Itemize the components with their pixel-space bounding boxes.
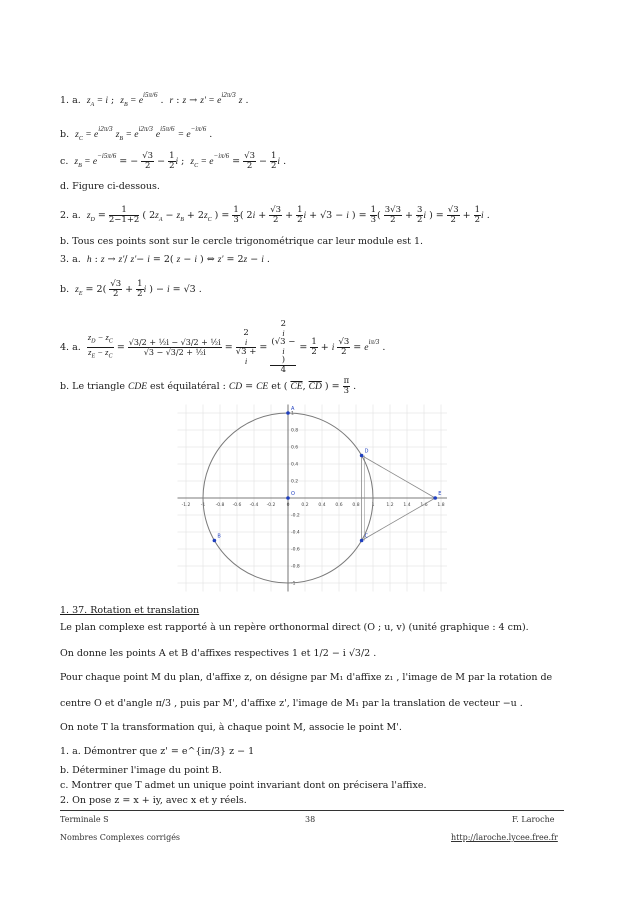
x-tick-label: -1 [200, 503, 206, 508]
y-tick-label: -1 [291, 581, 296, 587]
exercise-q1c: c. Montrer que T admet un unique point invariant dont on précisera l'affixe. [60, 780, 427, 791]
point-o [286, 496, 290, 500]
x-tick-label: 1 [371, 503, 375, 508]
point-label-b: B [217, 533, 221, 540]
point-label-a: A [291, 406, 295, 412]
y-tick-label: -0.4 [291, 530, 300, 536]
corrige-line-4a: 4. a. $\frac{z_D - z_C}{z_E - z_C}$ = $\frac{\text{√3/2 + ½i − √3/2 + ½i}}{\text{√3 − √3/2 + ½i}}$ = 2 i √3 + i = 2 i (√3 − i ) 4 = $\frac{1}{2}$ + i $\frac{√3}{2}$ = $e^{i\pi/3}$ . [60, 319, 386, 375]
exercise-p4: centre O et d'angle π/3 , puis par M', d'affixe z', l'image de M₁ par la translation de vecteur −u . [60, 698, 523, 709]
point-d [360, 454, 364, 458]
exercise-q1a: 1. a. Démontrer que z' = e^{iπ/3} z − 1 [60, 746, 255, 757]
x-tick-label: 0.4 [318, 503, 326, 508]
exercise-title: 1. 37. Rotation et translation [60, 605, 200, 616]
y-tick-label: -0.6 [291, 547, 300, 553]
corrige-line-3a: 3. a. h : z → z'/ z'− i = 2( z − i ) ⇔ z' = 2z − i . [60, 254, 270, 265]
x-tick-label: 1.4 [403, 503, 411, 508]
exercise-p1: Le plan complexe est rapporté à un repère orthonormal direct (O ; u, v) (unité graphique : 4 cm). [60, 622, 529, 633]
x-tick-label: 1.2 [386, 503, 394, 508]
x-tick-label: -0.2 [266, 503, 276, 508]
footer-chapter: Nombres Complexes corrigés [60, 833, 181, 842]
y-tick-label: -0.2 [291, 513, 300, 519]
y-tick-label: 0.6 [291, 445, 299, 451]
corrige-line-3b: b. $z_E = 2$( $\frac{√3}{2}$ + $\frac{1}{2}$ i ) − i = √3 . [60, 279, 202, 299]
corrige-line-1b: b. $z_C = e^{i2\pi/3}$ $z_B = e^{i2\pi/3}$ $e^{i5\pi/6} = e^{-i\pi/6}$ . [60, 125, 213, 142]
footer-author: F. Laroche [512, 815, 555, 824]
figure-axes [178, 405, 448, 592]
corrige-line-1a: 1. a. $z_A = i$ ; $z_B = e^{i5\pi/6}$ . r : $z \to z' = e^{i2\pi/3}$ z . [60, 91, 249, 108]
exercise-p2: On donne les points A et B d'affixes respectives 1 et 1/2 − i √3/2 . [60, 648, 377, 659]
footer-rule [60, 810, 564, 811]
x-tick-label: 1.6 [420, 503, 428, 508]
x-tick-label: -0.6 [232, 503, 242, 508]
exercise-p5: On note T la transformation qui, à chaque point M, associe le point M'. [60, 722, 402, 733]
x-tick-label: -0.4 [249, 503, 259, 508]
exercise-q2: 2. On pose z = x + iy, avec x et y réels. [60, 795, 247, 806]
point-label-e: E [438, 491, 442, 497]
point-label-o: O [291, 491, 295, 497]
point-a [286, 411, 290, 415]
y-tick-label: 0.2 [291, 479, 299, 485]
point-label-d: D [364, 448, 369, 455]
x-tick-label: 1.8 [437, 503, 445, 508]
figure-ticks [182, 411, 445, 587]
corrige-line-1c: c. $z_B = e^{-i5\pi/6}$ = − $\frac{√3}{2}$ − $\frac{1}{2}$ i ; $z_C = e^{-i\pi/6}$ = $\frac{√3}{2}$ − $\frac{1}{2}$ i . [60, 151, 287, 171]
x-tick-label: -1.2 [181, 503, 191, 508]
corrige-line-1d: d. Figure ci-dessous. [60, 181, 160, 192]
y-tick-label: 1 [291, 411, 294, 417]
footer-link[interactable]: http://laroche.lycee.free.fr [451, 833, 558, 842]
point-c [360, 539, 364, 543]
exercise-q1b: b. Déterminer l'image du point B. [60, 765, 222, 776]
footer-page-number: 38 [305, 815, 316, 824]
y-tick-label: 0.4 [291, 462, 299, 468]
x-tick-label: -0.8 [215, 503, 225, 508]
point-e [433, 496, 437, 500]
corrige-line-2a: 2. a. $z_D$ = $\frac{1}{2-1+2}$ ( $2z_A - z_B + 2z_C$ ) = $\frac{1}{3}$ ( 2i + $\frac{√3}{2}$ + $\frac{1}{2}$ i + √3 − i ) = $\frac{1}{3}$ ( $\frac{3√3}{2}$ + $\frac{3}{2}$ i ) = $\frac{√3}{2}$ + $\frac{1}{2}$ i . [60, 205, 490, 225]
y-tick-label: -0.8 [291, 564, 300, 570]
figure-unit-circle [175, 404, 447, 600]
corrige-line-2b: b. Tous ces points sont sur le cercle trigonométrique car leur module est 1. [60, 236, 424, 247]
footer-course: Terminale S [60, 815, 109, 824]
corrige-line-4b: b. Le triangle CDE est équilatéral : CD = CE et ( $\overline{CE}$, $\overline{CD}$ ) = $\frac{\pi}{3}$ . [60, 376, 357, 396]
x-tick-label: 0.8 [352, 503, 360, 508]
point-b [213, 539, 217, 543]
point-label-c: C [364, 533, 369, 540]
x-tick-label: 0 [286, 503, 290, 508]
y-tick-label: 0.8 [291, 428, 299, 434]
x-tick-label: 0.2 [301, 503, 309, 508]
x-tick-label: 0.6 [335, 503, 343, 508]
exercise-p3: Pour chaque point M du plan, d'affixe z, on désigne par M₁ d'affixe z₁ , l'image de M par la rotation de [60, 672, 553, 683]
